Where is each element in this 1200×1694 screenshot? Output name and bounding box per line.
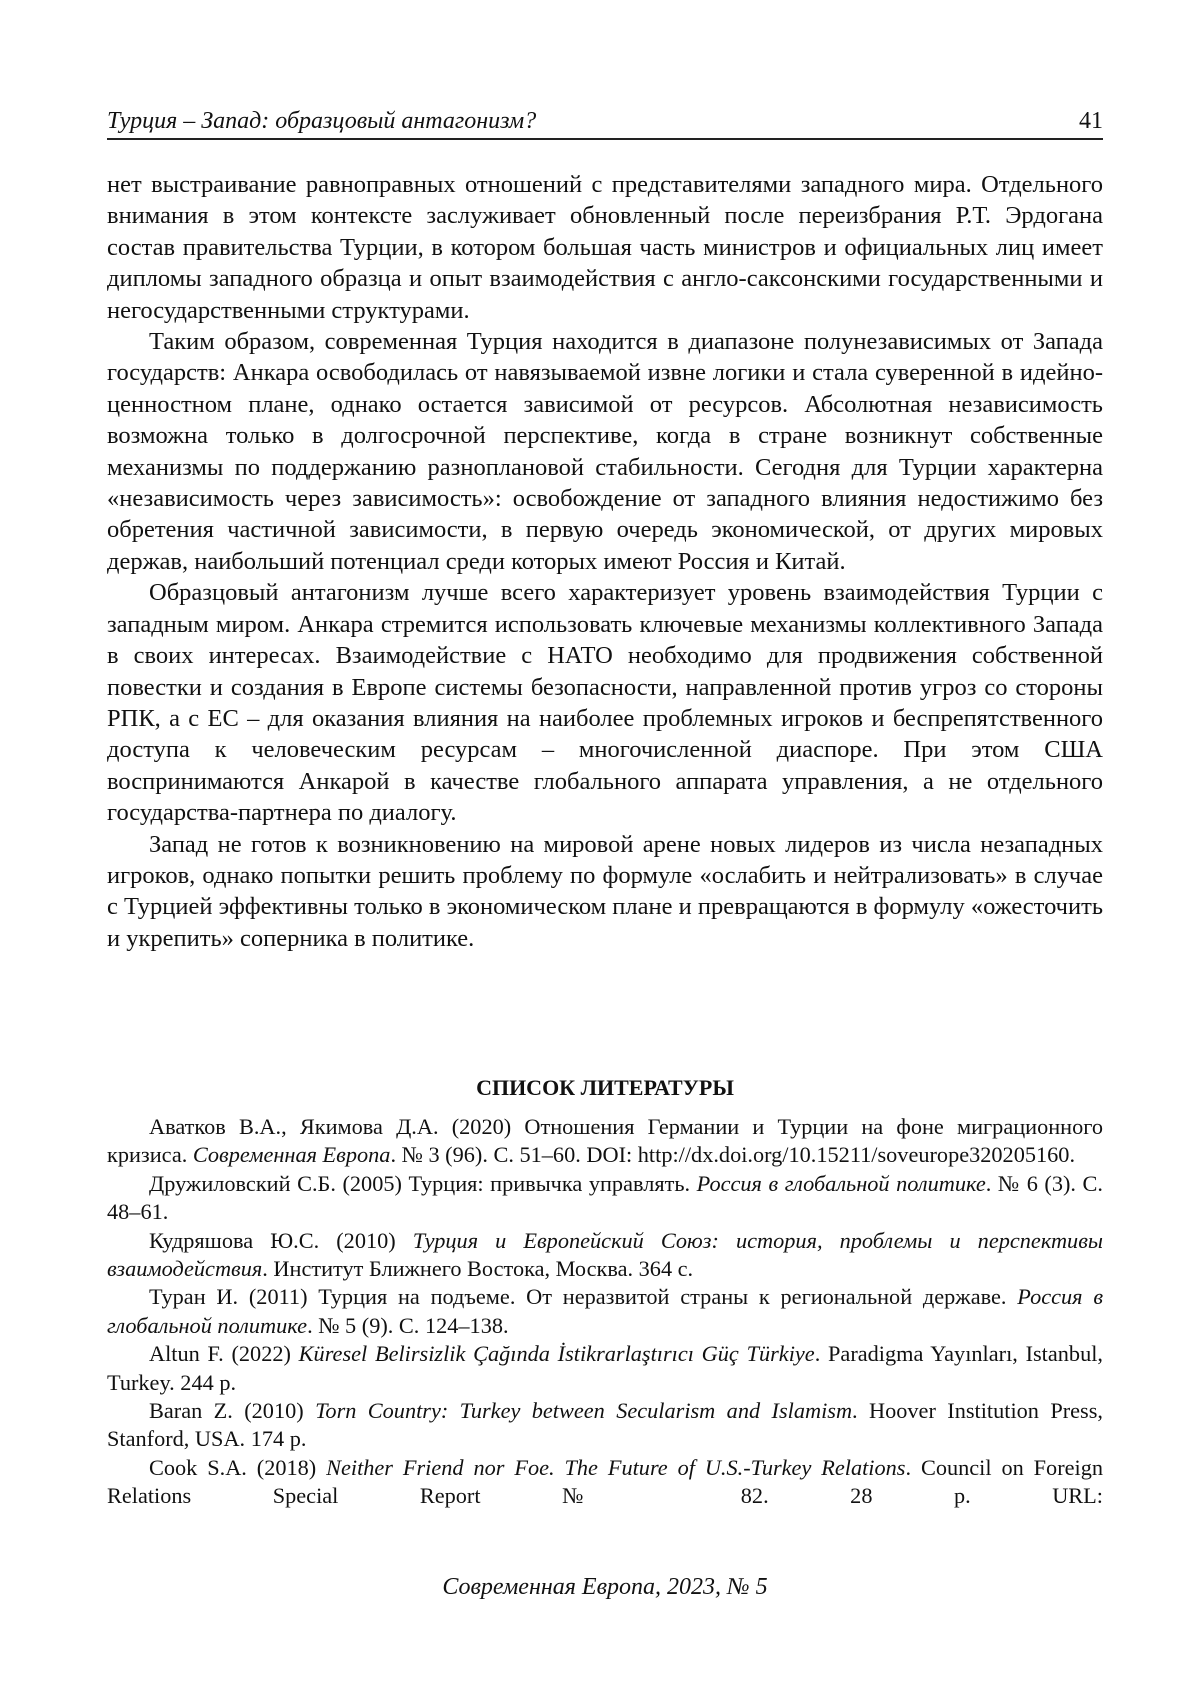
paragraph-continued: нет выстраивание равноправных отношений с представителями западного мира. Отдельного внимания в этом контексте заслуживает обновленный после переизбрания Р.Т. Эрдогана состав правительства Турции, в котором большая часть министров и официальных лиц имеет дипломы западного образца и опыт взаимодействия с англо-саксонскими государственными и негосударственными структурами. <box>107 171 1103 324</box>
page-number: 41 <box>1079 108 1103 134</box>
running-title: Турция – Запад: образцовый антагонизм? <box>107 108 537 134</box>
reference-item: Туран И. (2011) Турция на подъеме. От неразвитой страны к региональной державе. Россия в глобальной политике. № 5 (9). С. 124–138. <box>107 1284 1103 1338</box>
reference-item: Аватков В.А., Якимова Д.А. (2020) Отношения Германии и Турции на фоне миграционного кризиса. Современная Европа. № 3 (96). С. 51–60. DOI: http://dx.doi.org/10.15211/soveurope320205160. <box>107 1114 1103 1168</box>
reference-item: Baran Z. (2010) Torn Country: Turkey between Secularism and Islamism. Hoover Institution Press, Stanford, USA. 174 p. <box>107 1398 1103 1452</box>
reference-item: Дружиловский С.Б. (2005) Турция: привычка управлять. Россия в глобальной политике. № 6 (3). С. 48–61. <box>107 1170 1103 1225</box>
references-heading: СПИСОК ЛИТЕРАТУРЫ <box>476 1075 734 1100</box>
reference-item: Кудряшова Ю.С. (2010) Турция и Европейский Союз: история, проблемы и перспективы взаимодействия. Институт Ближнего Востока, Москва. 364 с. <box>107 1227 1103 1282</box>
reference-item: Cook S.A. (2018) Neither Friend nor Foe. The Future of U.S.-Turkey Relations. Council on Foreign Relations Special Report № 82. 28 p. URL: <box>107 1454 1104 1509</box>
reference-item: Altun F. (2022) Küresel Belirsizlik Çağında İstikrarlaştırıcı Güç Türkiye. Paradigma Yayınları, Istanbul, Turkey. 244 p. <box>107 1341 1103 1395</box>
paragraph: Таким образом, современная Турция находится в диапазоне полунезависимых от Запада государств: Анкара освободилась от навязываемой извне логики и стала суверенной в идейно-ценностном плане, однако остается зависимой от ресурсов. Абсолютная независимость возможна только в долгосрочной перспективе, когда в стране возникнут собственные механизмы по поддержанию разноплановой стабильности. Сегодня для Турции характерна «независимость через зависимость»: освобождение от западного влияния недостижимо без обретения частичной зависимости, в первую очередь экономической, от других мировых держав, наибольший потенциал среди которых имеют Россия и Китай. <box>107 328 1103 575</box>
journal-footer: Современная Европа, 2023, № 5 <box>442 1574 768 1600</box>
paragraph: Запад не готов к возникновению на мировой арене новых лидеров из числа незападных игроков, однако попытки решить проблему по формуле «ослабить и нейтрализовать» в случае с Турцией эффективны только в экономическом плане и превращаются в формулу «ожесточить и укрепить» соперника в политике. <box>107 830 1103 952</box>
running-header <box>107 104 1103 140</box>
body-text <box>107 169 1103 954</box>
references-list <box>107 1113 1103 1511</box>
paragraph: Образцовый антагонизм лучше всего характеризует уровень взаимодействия Турции с западным миром. Анкара стремится использовать ключевые механизмы коллективного Запада в своих интересах. Взаимодействие с НАТО необходимо для продвижения собственной повестки и создания в Европе системы безопасности, направленной против угроз со стороны РПК, а с ЕС – для оказания влияния на наиболее проблемных игроков и беспрепятственного доступа к человеческим ресурсам – многочисленной диаспоре. При этом США воспринимаются Анкарой в качестве глобального аппарата управления, а не отдельного государства-партнера по диалогу. <box>107 579 1103 827</box>
